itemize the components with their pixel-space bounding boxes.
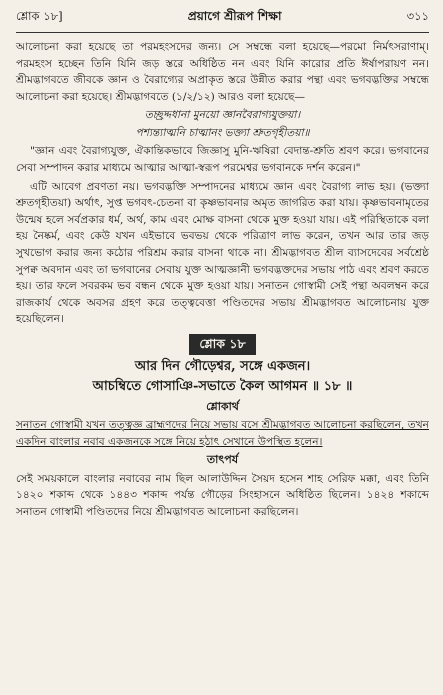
paragraph-2: "জ্ঞান এবং বৈরাগ্যযুক্ত, ঐকান্তিকভাবে জিজ্ঞাসু মুনি-ঋষিরা বেদান্ত-শ্রুতি শ্রবণ করে। ভগবানের সেবা সম্পাদন করার মাধ্যমে আত্মার আত্মা-স্বরূপ পরমেশ্বর ভগবানকে দর্শন করেন।" [16,145,429,174]
sloka-line-1: আর দিন গৌড়েশ্বর, সঙ্গে একজন। [134,358,311,374]
verse-line-2: পশ্যন্ত্যাত্মনি চাত্মানং ভক্ত্যা শ্রুতগৃহীতয়া॥ [135,127,310,140]
sloka-label: শ্লোক ১৮ [189,334,255,355]
header-rule [16,32,429,33]
page-number: ৩১১ [406,9,429,23]
sloka-line-2: আচম্বিতে গোসাঞি-সভাতে কৈল আগমন ॥ ১৮ ॥ [92,378,353,394]
page-body [16,39,429,521]
running-header [16,8,429,28]
purport-text: সেই সময়কালে বাংলার নবাবের নাম ছিল আলাউদ্দিন সৈয়দ হসেন শাহ সেরিফ মক্কা, এবং তিনি ১৪২০ শকাব্দ থেকে ১৪৪৩ শকাব্দ পর্যন্ত গৌড়ের সিংহাসনে অধিষ্ঠিত ছিলেন। ১৪২৪ শকাব্দে সনাতন গোস্বামী পণ্ডিতদের নিয়ে শ্রীমদ্ভাগবত আলোচনা করছিলেন। [16,472,429,519]
paragraph-3: এটি আবেগ প্রবণতা নয়। ভগবদ্ভক্তি সম্পাদনের মাধ্যমে জ্ঞান এবং বৈরাগ্য লাভ হয়। (ভক্ত্যা শ্রুতগৃহীতয়া) অর্থাৎ, সুপ্ত ভগবৎ-চেতনা বা কৃষ্ণভাবনার অমৃত জাগরিত করা যায়। কৃষ্ণভাবনামৃতের উন্মেষ হলে সর্বপ্রকার ধর্ম, অর্থ, কাম এবং মোক্ষ বাসনা থেকে মুক্ত হওয়া যায়। এই পরিস্থিতাকে বলা হয় নৈষ্কর্ম, এবং কেউ যখন এইভাবে ভবভয় থেকে পরিত্রাণ লাভ করেন, তখন আর তার জড় সুখভোগ করার জন্য কঠোর পরিশ্রম করার বাসনা থাকে না। শ্রীমদ্ভাগবত শ্রীল ব্যাসদেবের সর্বশ্রেষ্ঠ সুপক্ব অবদান এবং তা ভগবানের সেবায় যুক্ত আত্মজ্ঞানী ভগবদ্ভক্তদের সভায় পাঠ এবং শ্রবণ করতে হয়। তার ফলে সবরকম ভব বন্ধন থেকে মুক্ত হওয়া যায়। সনাতন গোস্বামী সেই পন্থা অবলম্বন করে রাজকার্য থেকে অবসর গ্রহণ করে তত্ত্ববেত্তা পণ্ডিতদের সভায় শ্রীমদ্ভাগবত আলোচনায় যুক্ত হয়েছিলেন। [16,180,429,326]
paragraph-1: আলোচনা করা হয়েছে তা পরমহংসদের জন্য। সে সম্বন্ধে বলা হয়েছে—পরমো নির্মৎসরাণাম্। পরমহংস হচ্ছেন তিনি যিনি জড় স্তরে অধিষ্ঠিত নন এবং যিনি কারোর প্রতি ঈর্ষাপরায়ণ নন। শ্রীমদ্ভাগবতে জীবকে জ্ঞান ও বৈরাগ্যের অপ্রাকৃত স্তরে উন্নীত করার পন্থা এবং ভগবদ্ভক্তির সম্বন্ধে আলোচনা করা হয়েছে। শ্রীমদ্ভাগবতে (১/২/১২) আরও বলা হয়েছে— [16,41,429,103]
translation-heading: শ্লোকার্থ [206,399,239,413]
sloka-heading [16,334,429,355]
verse-line-1: তচ্ছ্রদ্দধানা মুনয়ো জ্ঞানবৈরাগ্যযুক্তয়া। [144,109,301,122]
header-chapter-title: প্রয়াগে শ্রীরূপ শিক্ষা [187,9,282,23]
translation-text: সনাতন গোস্বামী যখন তত্ত্বজ্ঞ ব্রাহ্মণদের নিয়ে সভায় বসে শ্রীমদ্ভাগবত আলোচনা করছিলেন, তখন একদিন বাংলার নবাব একজনকে সঙ্গে নিয়ে হঠাৎ সেখানে উপস্থিত হলেন। [16,419,429,448]
header-verse-ref: শ্লোক ১৮] [16,9,63,23]
purport-heading: তাৎপর্য [206,453,239,467]
